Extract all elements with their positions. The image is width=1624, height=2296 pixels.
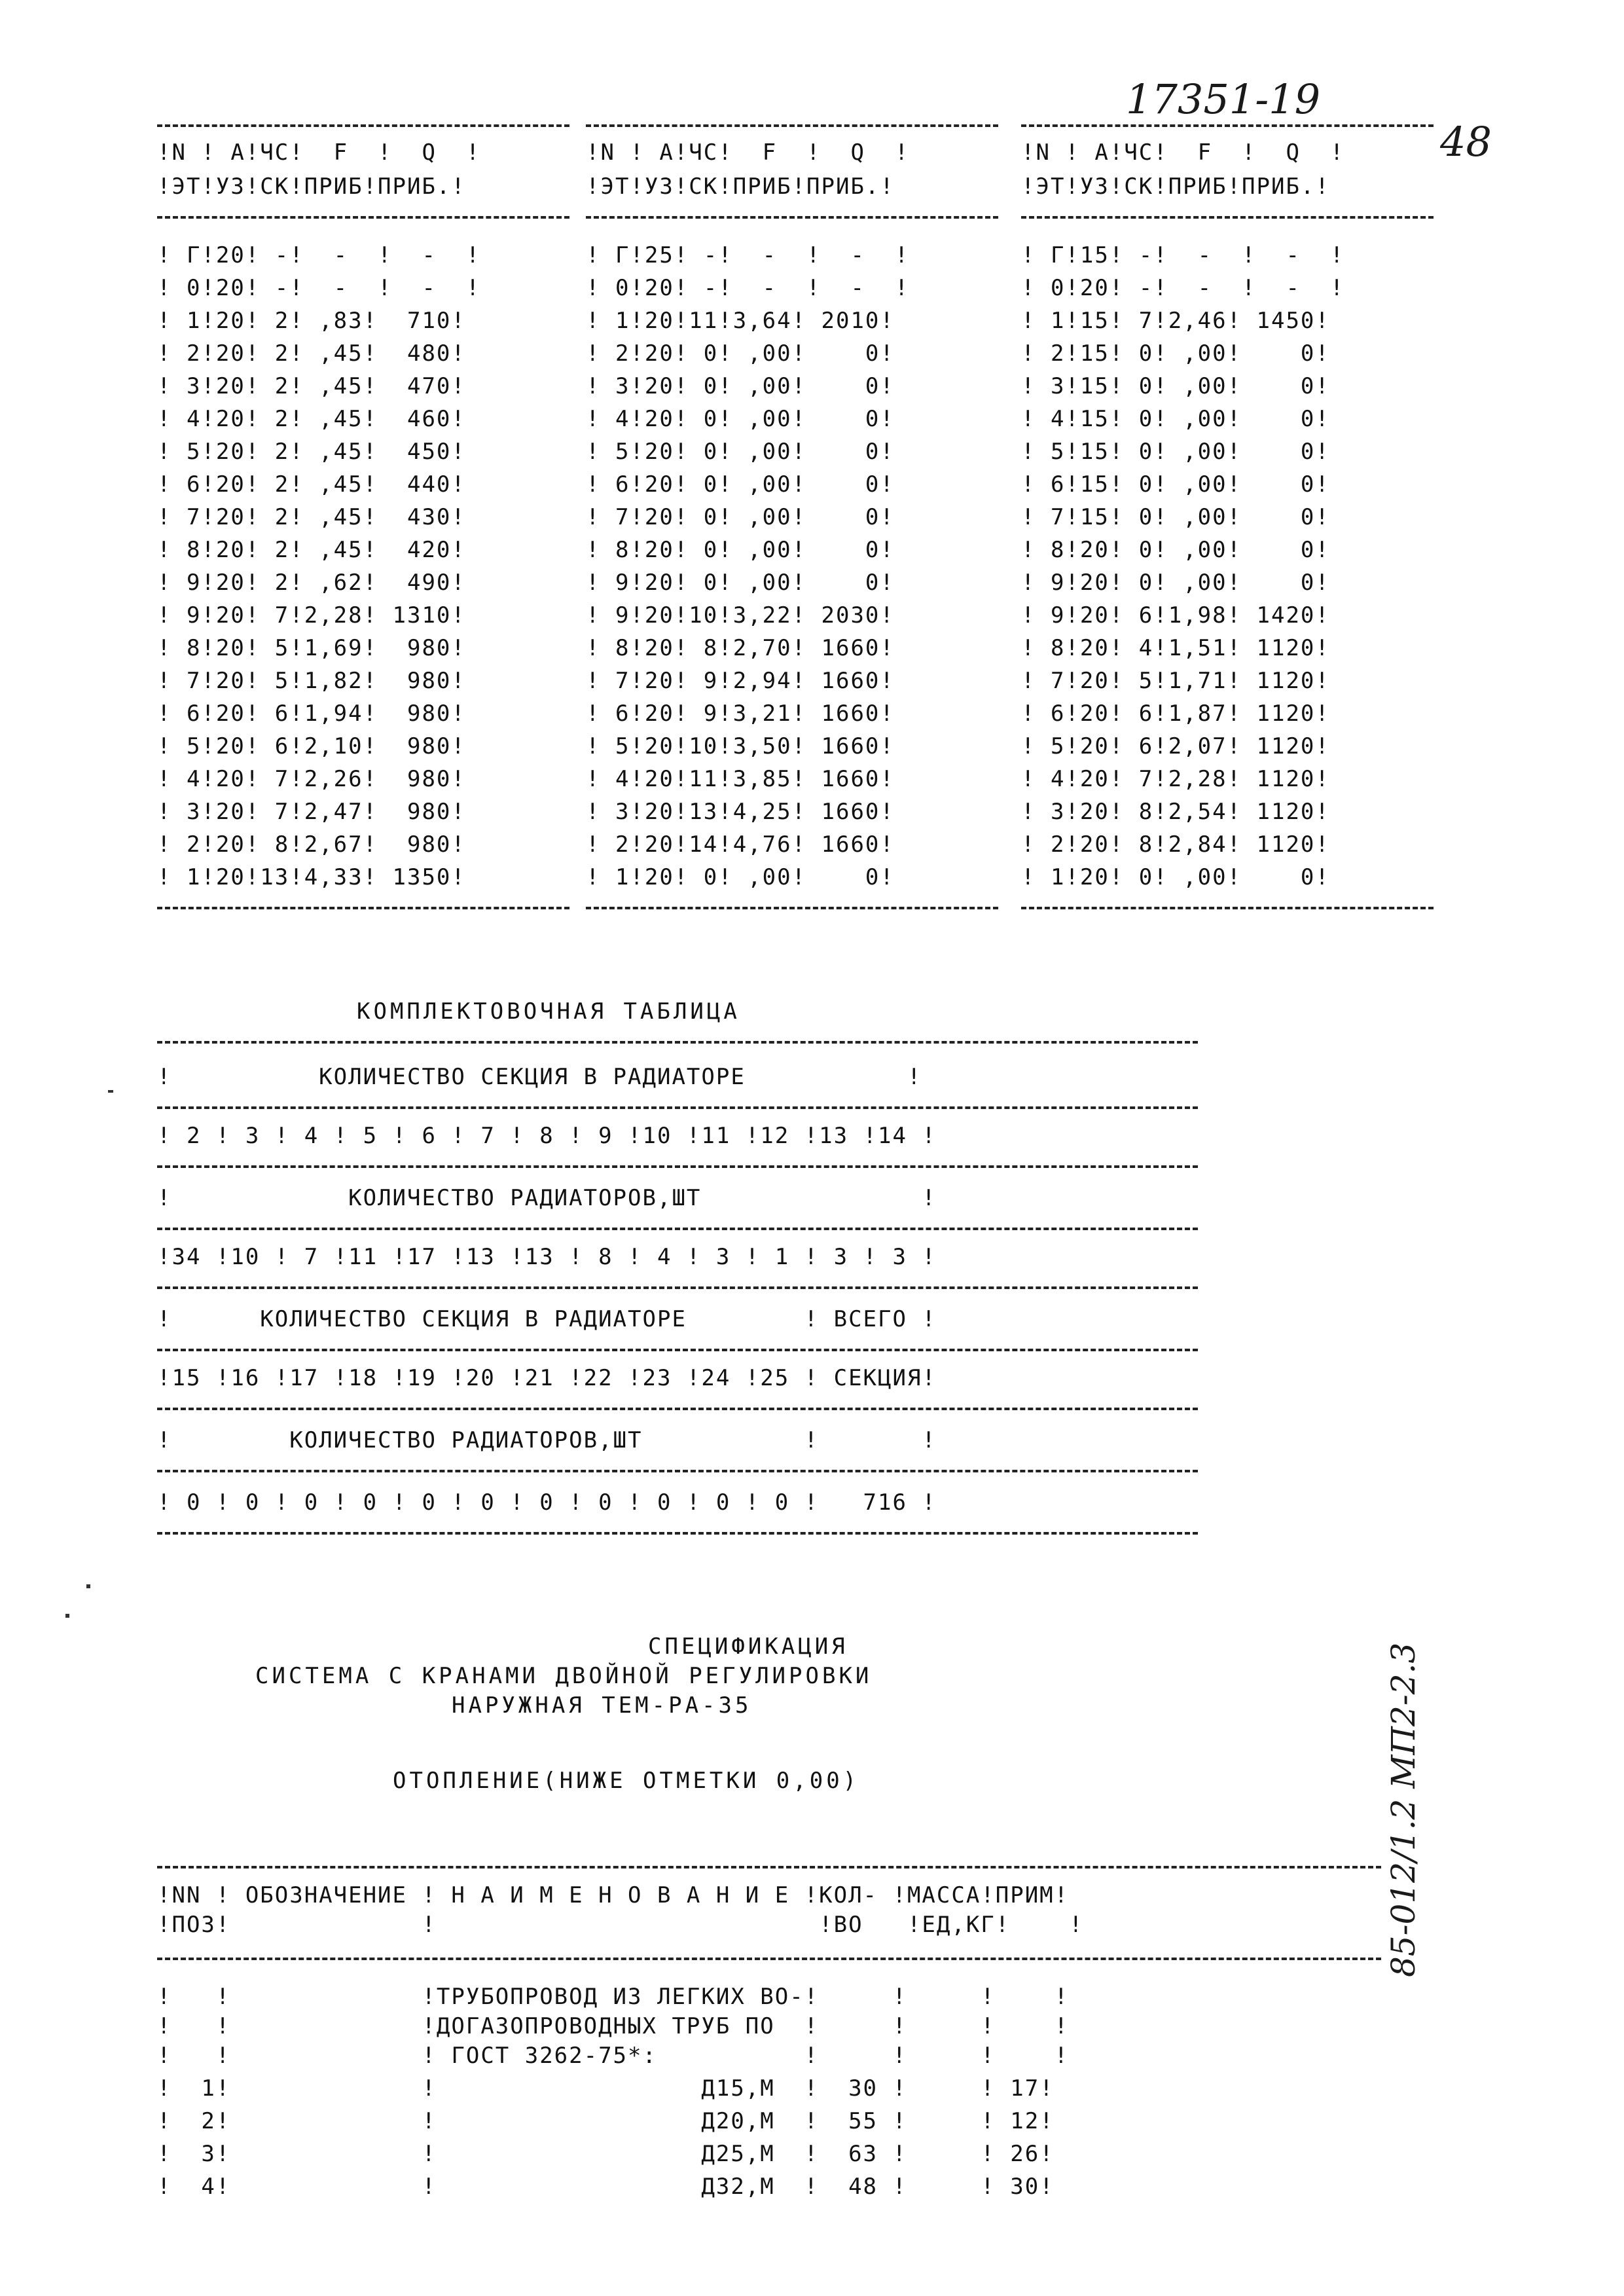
- block-header-line: !N ! А!ЧС! F ! Q !: [1021, 139, 1345, 166]
- table-row: ! 3!20! 2! ,45! 470!: [157, 373, 466, 399]
- table-row: ! 0!20! -! - ! - !: [586, 275, 910, 301]
- spec-section-title: ОТОПЛЕНИЕ(НИЖЕ ОТМЕТКИ 0,00): [393, 1768, 860, 1794]
- kit-table-title: КОМПЛЕКТОВОЧНАЯ ТАБЛИЦА: [357, 998, 740, 1025]
- spec-row: ! 3! ! Д25,М ! 63 ! ! 26!: [157, 2141, 1055, 2167]
- table-row: ! 7!20! 0! ,00! 0!: [586, 504, 895, 530]
- spec-subtitle: НАРУЖНАЯ ТЕМ-РА-35: [452, 1692, 752, 1719]
- table-row: ! 5!20! 0! ,00! 0!: [586, 439, 895, 465]
- kit-row: ! КОЛИЧЕСТВО РАДИАТОРОВ,ШТ ! !: [157, 1427, 937, 1453]
- table-row: ! 3!20! 7!2,47! 980!: [157, 799, 466, 825]
- table-row: ! 6!20! 2! ,45! 440!: [157, 471, 466, 498]
- table-row: ! 5!20! 6!2,07! 1120!: [1021, 733, 1330, 759]
- table-row: ! 6!20! 0! ,00! 0!: [586, 471, 895, 498]
- spec-header-line: !ПОЗ! ! !ВО !ЕД,КГ! !: [157, 1912, 1084, 1938]
- table-row: ! 8!20! 5!1,69! 980!: [157, 635, 466, 661]
- table-row: ! 3!15! 0! ,00! 0!: [1021, 373, 1330, 399]
- table-row: ! 4!20! 0! ,00! 0!: [586, 406, 895, 432]
- table-row: ! 9!20! 2! ,62! 490!: [157, 570, 466, 596]
- block-header-line: !ЭТ!УЗ!СК!ПРИБ!ПРИБ.!: [1021, 173, 1330, 200]
- kit-row: !15 !16 !17 !18 !19 !20 !21 !22 !23 !24 !25 ! СЕКЦИЯ!: [157, 1365, 937, 1391]
- side-stamp: 85-012/1.2 МП2-2.3: [1384, 1642, 1422, 1977]
- kit-row: ! КОЛИЧЕСТВО СЕКЦИЯ В РАДИАТОРЕ ! ВСЕГО !: [157, 1306, 937, 1332]
- table-row: ! 9!20! 7!2,28! 1310!: [157, 602, 466, 629]
- table-row: ! 2!15! 0! ,00! 0!: [1021, 340, 1330, 367]
- block-header-line: !ЭТ!УЗ!СК!ПРИБ!ПРИБ.!: [586, 173, 895, 200]
- table-row: ! 4!20! 7!2,26! 980!: [157, 766, 466, 792]
- table-row: ! 4!20! 2! ,45! 460!: [157, 406, 466, 432]
- table-row: ! 1!20! 0! ,00! 0!: [586, 864, 895, 890]
- table-row: ! 1!20! 0! ,00! 0!: [1021, 864, 1330, 890]
- spec-header-line: !NN ! ОБОЗНАЧЕНИЕ ! Н А И М Е Н О В А Н И Е !КОЛ- !МАССА!ПРИМ!: [157, 1882, 1070, 1908]
- stray-mark: [65, 1614, 69, 1618]
- table-row: ! 6!20! 6!1,87! 1120!: [1021, 701, 1330, 727]
- kit-row: ! 0 ! 0 ! 0 ! 0 ! 0 ! 0 ! 0 ! 0 ! 0 ! 0 ! 0 ! 716 !: [157, 1489, 937, 1516]
- spec-subtitle: СИСТЕМА С КРАНАМИ ДВОЙНОЙ РЕГУЛИРОВКИ: [255, 1663, 873, 1689]
- table-row: ! 2!20! 2! ,45! 480!: [157, 340, 466, 367]
- table-row: ! 3!20!13!4,25! 1660!: [586, 799, 895, 825]
- table-row: ! 8!20! 8!2,70! 1660!: [586, 635, 895, 661]
- table-row: ! 0!20! -! - ! - !: [1021, 275, 1345, 301]
- table-row: ! 6!20! 6!1,94! 980!: [157, 701, 466, 727]
- block-header-line: !N ! А!ЧС! F ! Q !: [157, 139, 481, 166]
- table-row: ! 2!20!14!4,76! 1660!: [586, 831, 895, 858]
- spec-title: СПЕЦИФИКАЦИЯ: [648, 1633, 848, 1660]
- table-row: ! 6!15! 0! ,00! 0!: [1021, 471, 1330, 498]
- kit-row: ! КОЛИЧЕСТВО РАДИАТОРОВ,ШТ !: [157, 1185, 937, 1211]
- stray-mark: [86, 1584, 90, 1588]
- table-row: ! 4!20! 7!2,28! 1120!: [1021, 766, 1330, 792]
- table-row: ! 2!20! 8!2,84! 1120!: [1021, 831, 1330, 858]
- page-number: 48: [1440, 118, 1492, 166]
- table-row: ! 9!20! 6!1,98! 1420!: [1021, 602, 1330, 629]
- table-row: ! 0!20! -! - ! - !: [157, 275, 481, 301]
- table-row: ! 7!20! 5!1,82! 980!: [157, 668, 466, 694]
- table-row: ! 5!20!10!3,50! 1660!: [586, 733, 895, 759]
- table-row: ! 2!20! 0! ,00! 0!: [586, 340, 895, 367]
- stray-mark: [108, 1090, 113, 1093]
- table-row: ! 2!20! 8!2,67! 980!: [157, 831, 466, 858]
- block-header-line: !N ! А!ЧС! F ! Q !: [586, 139, 910, 166]
- kit-row: ! 2 ! 3 ! 4 ! 5 ! 6 ! 7 ! 8 ! 9 !10 !11 !12 !13 !14 !: [157, 1123, 937, 1149]
- table-row: ! 7!20! 2! ,45! 430!: [157, 504, 466, 530]
- table-row: ! 1!20! 2! ,83! 710!: [157, 308, 466, 334]
- kit-row: ! КОЛИЧЕСТВО СЕКЦИЯ В РАДИАТОРЕ !: [157, 1064, 922, 1090]
- table-row: ! 1!15! 7!2,46! 1450!: [1021, 308, 1330, 334]
- table-row: ! 4!15! 0! ,00! 0!: [1021, 406, 1330, 432]
- table-row: ! 7!20! 9!2,94! 1660!: [586, 668, 895, 694]
- table-row: ! 7!20! 5!1,71! 1120!: [1021, 668, 1330, 694]
- block-header-line: !ЭТ!УЗ!СК!ПРИБ!ПРИБ.!: [157, 173, 466, 200]
- table-row: ! 7!15! 0! ,00! 0!: [1021, 504, 1330, 530]
- spec-row: ! 2! ! Д20,М ! 55 ! ! 12!: [157, 2108, 1055, 2134]
- table-row: ! Г!20! -! - ! - !: [157, 242, 481, 268]
- table-row: ! Г!25! -! - ! - !: [586, 242, 910, 268]
- kit-row: !34 !10 ! 7 !11 !17 !13 !13 ! 8 ! 4 ! 3 ! 1 ! 3 ! 3 !: [157, 1244, 937, 1270]
- table-row: ! 5!15! 0! ,00! 0!: [1021, 439, 1330, 465]
- table-row: ! Г!15! -! - ! - !: [1021, 242, 1345, 268]
- spec-row: ! ! !ТРУБОПРОВОД ИЗ ЛЕГКИХ ВО-! ! ! !: [157, 1984, 1070, 2010]
- spec-row: ! ! ! ГОСТ 3262-75*: ! ! ! !: [157, 2043, 1070, 2069]
- spec-row: ! ! !ДОГАЗОПРОВОДНЫХ ТРУБ ПО ! ! ! !: [157, 2013, 1070, 2039]
- table-row: ! 8!20! 4!1,51! 1120!: [1021, 635, 1330, 661]
- table-row: ! 4!20!11!3,85! 1660!: [586, 766, 895, 792]
- table-row: ! 3!20! 8!2,54! 1120!: [1021, 799, 1330, 825]
- doc-number: 17351-19: [1126, 75, 1321, 123]
- table-row: ! 8!20! 2! ,45! 420!: [157, 537, 466, 563]
- table-row: ! 5!20! 2! ,45! 450!: [157, 439, 466, 465]
- table-row: ! 9!20! 0! ,00! 0!: [1021, 570, 1330, 596]
- table-row: ! 6!20! 9!3,21! 1660!: [586, 701, 895, 727]
- table-row: ! 8!20! 0! ,00! 0!: [586, 537, 895, 563]
- table-row: ! 1!20!13!4,33! 1350!: [157, 864, 466, 890]
- table-row: ! 5!20! 6!2,10! 980!: [157, 733, 466, 759]
- table-row: ! 3!20! 0! ,00! 0!: [586, 373, 895, 399]
- spec-row: ! 1! ! Д15,М ! 30 ! ! 17!: [157, 2075, 1055, 2102]
- table-row: ! 9!20!10!3,22! 2030!: [586, 602, 895, 629]
- table-row: ! 8!20! 0! ,00! 0!: [1021, 537, 1330, 563]
- table-row: ! 9!20! 0! ,00! 0!: [586, 570, 895, 596]
- spec-row: ! 4! ! Д32,М ! 48 ! ! 30!: [157, 2174, 1055, 2200]
- table-row: ! 1!20!11!3,64! 2010!: [586, 308, 895, 334]
